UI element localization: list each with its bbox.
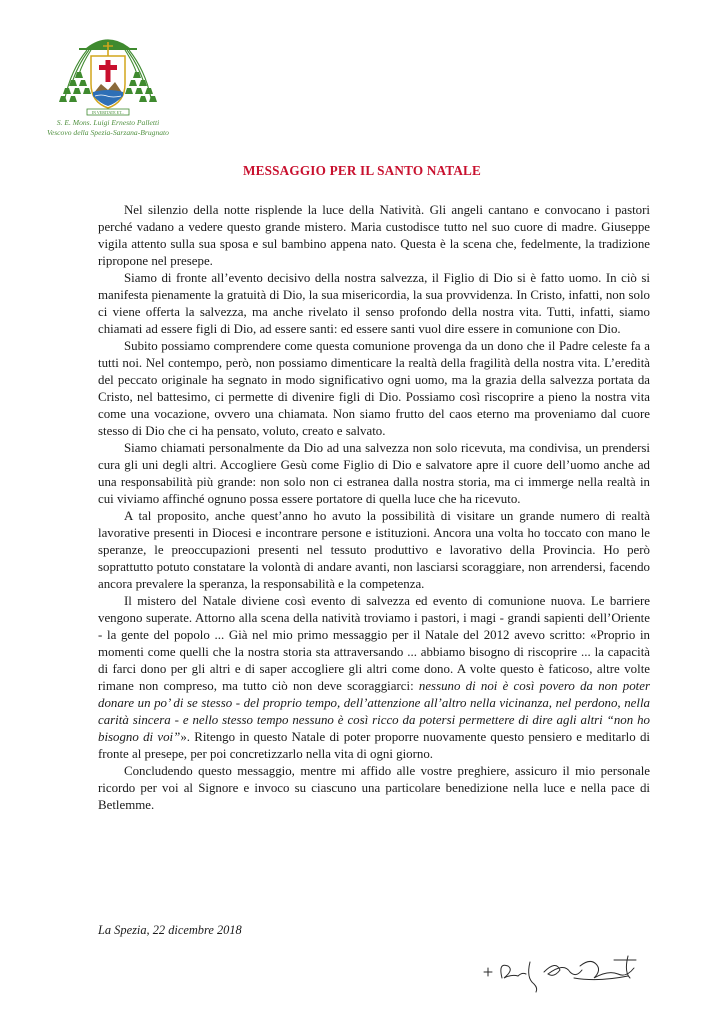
closing-paragraph: Concludendo questo messaggio, mentre mi affido alle vostre preghiere, assicuro il mio personale ricordo per voi al Signore e invoco su ciascuno una particolare benedizione nella luce e nella pace di Betlemme. xyxy=(98,764,650,812)
paragraph-6 xyxy=(98,593,650,763)
letterhead xyxy=(28,28,188,138)
paragraph-6-text: Il mistero del Natale diviene così evento di salvezza ed evento di comunione nuova. Le barriere vengono superate. Attorno alla scena della natività troviamo i pastori, i magi - grandi sapienti dell’Oriente - la gente del popolo ... Già nel mio primo messaggio per il Natale del 2012 avevo scritto: «Proprio in momenti come quelli che la nostra storia sta attraversando ... abbiamo bisogno di riscoprire ... la capacità di farci dono per gli altri e di saper accogliere gli altri come dono. A volte questo è faticoso, altre volte rimane non compreso, ma tutto ciò non deve scoraggiarci: xyxy=(98,594,650,693)
paragraph-1: Nel silenzio della notte risplende la luce della Natività. Gli angeli cantano e convocano i pastori perché vadano a vedere questo grande mistero. Maria custodisce tutto nel suo cuore di madre. Giuseppe vigila attento sulla sua sposa e sul bambino appena nato. Questa è la scena che, fedelmente, la tradizione ripropone nel presepe. xyxy=(98,203,650,268)
paragraph-4: Siamo chiamati personalmente da Dio ad una salvezza non solo ricevuta, ma condivisa, un prendersi cura gli uni degli altri. Accogliere Gesù come Figlio di Dio e salvatore apre il cuore dell’uomo anche ad una responsabilità più grande: non solo non ci estranea dalla nostra storia, ma ci immerge nella realtà in cui viviamo affinché ognuno possa essere portatore di quella luce che ha ricevuto. xyxy=(98,441,650,506)
document-title: MESSAGGIO PER IL SANTO NATALE xyxy=(242,163,482,178)
paragraph-2: Siamo di fronte all’evento decisivo della nostra salvezza, il Figlio di Dio si è fatto uomo. In ciò si manifesta pienamente la gratuità di Dio, la sua misericordia, la sua provvidenza. In Cristo, infatti, non solo ci viene offerta la salvezza, ma anche rivelato il senso profondo della nostra vita. Tutti, infatti, siamo chiamati ad essere figli di Dio, ad essere santi: ed essere santi vuol dire essere in comunione con Dio. xyxy=(98,271,650,336)
paragraph-6-quote: nessuno di noi è così povero da non poter donare un po’ di se stesso - del proprio tempo, dell’attenzione all’altro nella vicinanza, nel perdono, nella carità sincera - e nello stesso tempo nessuno è così ricco da potersi permettere di dire agli altri “non ho bisogno di voi” xyxy=(98,679,650,744)
svg-text:IN VERITATE ET...: IN VERITATE ET... xyxy=(91,110,125,115)
author-name: S. E. Mons. Luigi Ernesto Palletti xyxy=(56,118,160,127)
paragraph-6-after: ». Ritengo in questo Natale di poter proporre nuovamente questo pensiero e meditarlo di fronte al presepe, per poi concretizzarlo nella vita di ogni giorno. xyxy=(98,730,650,761)
document-body xyxy=(98,202,650,814)
episcopal-coat-of-arms-icon xyxy=(49,28,167,116)
dateline: La Spezia, 22 dicembre 2018 xyxy=(98,923,242,937)
paragraph-3: Subito possiamo comprendere come questa comunione provenga da un dono che il Padre celeste fa a tutti noi. Nel contempo, però, non possiamo dimenticare la realtà della fragilità della nostra vita. L’eredità del peccato originale ha segnato in modo significativo ogni uomo, ma la grazia della salvezza portata da Cristo, nel battesimo, ci permette di divenire figli di Dio. Possiamo così riscoprire a pieno la nostra vita come una vocazione, ovvero una chiamata. Non siamo frutto del caos eterno ma proveniamo dal cuore stesso di Dio che ci ha pensato, voluto, creato e salvato. xyxy=(98,339,650,438)
handwritten-signature-icon xyxy=(478,948,658,996)
paragraph-5: A tal proposito, anche quest’anno ho avuto la possibilità di visitare un grande numero di realtà lavorative presenti in Diocesi e incontrare persone e istituzioni. Ancora una volta ho toccato con mano le speranze, le preoccupazioni presenti nel tessuto produttivo e lavorativo della Provincia. Ho però soprattutto potuto constatare la volontà di andare avanti, non lasciarsi scoraggiare, non arrendersi, facendo ancora prevalere la speranza, la responsabilità e la competenza. xyxy=(98,509,650,591)
author-role: Vescovo della Spezia-Sarzana-Brugnato xyxy=(47,128,169,137)
